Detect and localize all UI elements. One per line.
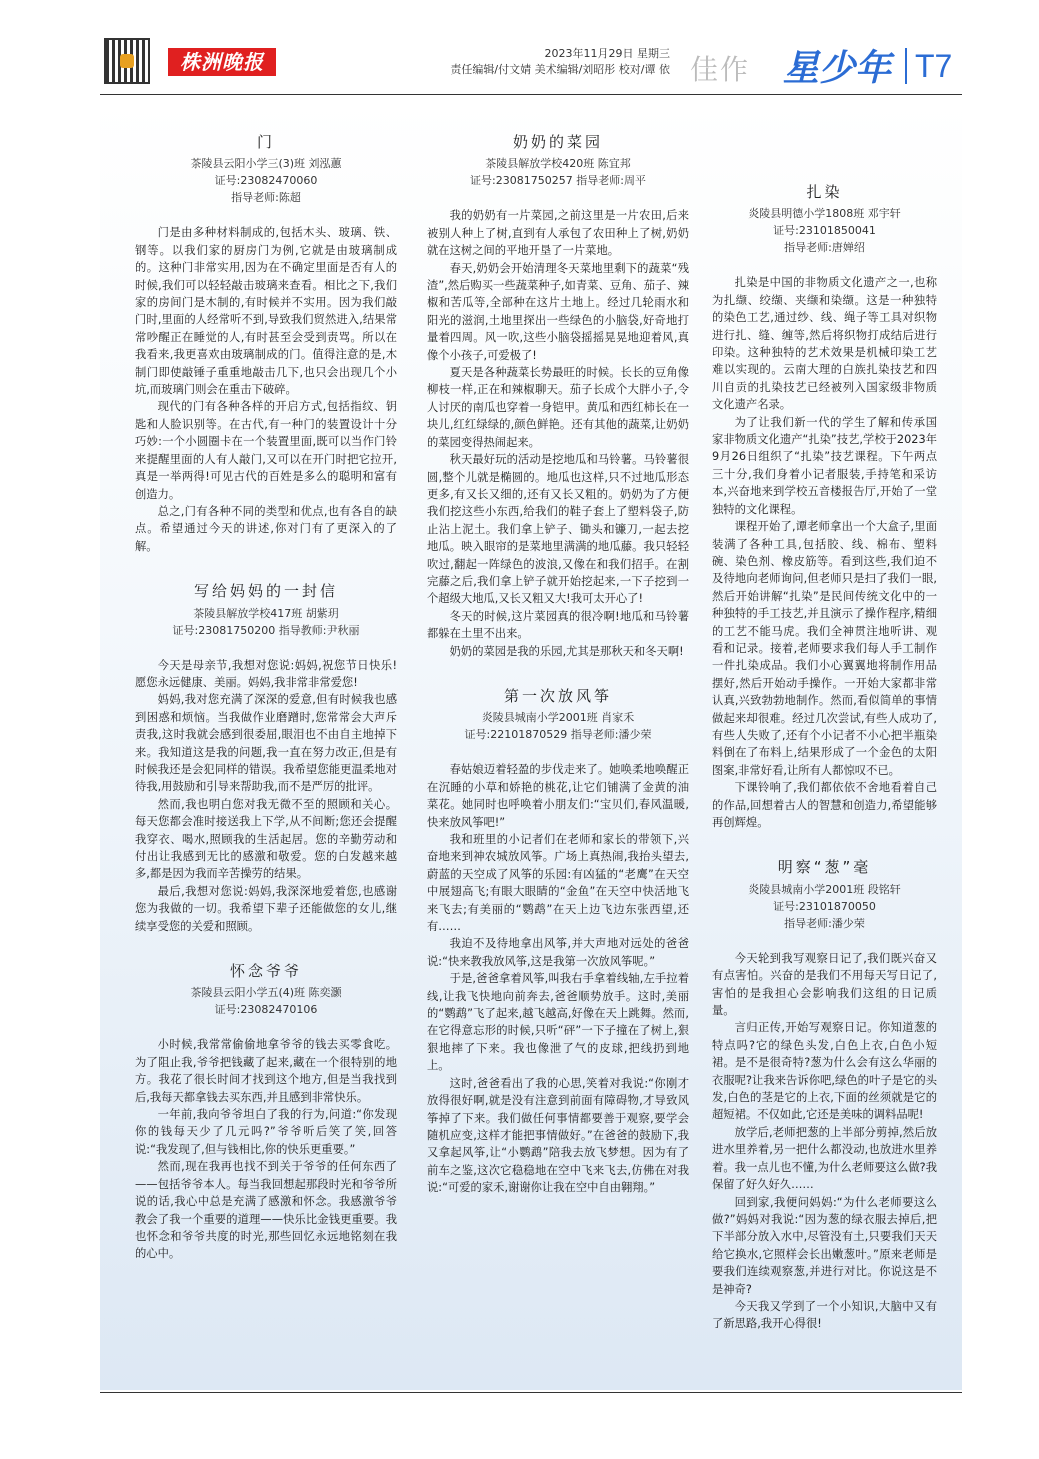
header-divider bbox=[100, 94, 962, 95]
section-label: 佳作 bbox=[690, 53, 751, 86]
article-school: 茶陵县解放学校420班 陈宜邦 bbox=[485, 157, 631, 171]
article-school: 炎陵县城南小学2001班 肖家禾 bbox=[481, 711, 635, 725]
paragraph: 然而,现在我再也找不到关于爷爷的任何东西了——包括爷爷本人。每当我回想起那段时光和爷爷所说的话,我心中总是充满了感激和怀念。我感激爷爷教会了我一个重要的道理——快乐比金钱更重要。我也怀念和爷爷共度的时光,那些回忆永远地铭刻在我的心中。 bbox=[135, 1160, 397, 1261]
paragraph: 我和班里的小记者们在老师和家长的带领下,兴奋地来到神农城放风筝。广场上真热闹,我抬头望去,蔚蓝的天空成了风筝的乐园:有凶猛的“老鹰”在天空中展翅高飞;有眼大眼睛的“金鱼”在天空中快活地飞来飞去;有美丽的“鹦鹉”在天上边飞边东张西望,还有…… bbox=[427, 833, 689, 934]
column-middle bbox=[427, 134, 689, 1197]
article-cert: 证号:22101870529 指导老师:潘少荣 bbox=[464, 728, 652, 742]
paragraph: 放学后,老师把葱的上半部分剪掉,然后放进水里养着,另一把什么都没动,也放进水里养着。我一点儿也不懂,为什么老师要这么做?我保留了好久好久…… bbox=[712, 1125, 937, 1192]
paragraph: 奶奶的菜园是我的乐园,尤其是那秋天和冬天啊! bbox=[449, 644, 684, 658]
paragraph: 今天轮到我写观察日记了,我们既兴奋又有点害怕。兴奋的是我们不用每天写日记了,害怕的是我担心会影响我们这组的日记质量。 bbox=[712, 951, 937, 1018]
editors-line: 责任编辑/付文婧 美术编辑/刘昭彤 校对/谭 依 bbox=[450, 63, 670, 76]
article-teacher: 指导老师:陈超 bbox=[231, 191, 301, 205]
paragraph: 然而,我也明白您对我无微不至的照顾和关心。每天您都会准时接送我上下学,从不间断;您还会提醒我穿衣、喝水,照顾我的生活起居。您的辛勤劳动和付出让我感到无比的感激和敬爱。您的白发越来越多,都是因为我而辛苦操劳的结果。 bbox=[135, 797, 397, 881]
paragraph: 门是由多种材料制成的,包括木头、玻璃、铁、钢等。以我们家的厨房门为例,它就是由玻璃制成的。这种门非常实用,因为在不确定里面是否有人的时候,我们可以轻轻敲击玻璃来查看。相比之下,我们家的房间门是木制的,有时候并不实用。因为我们敲门时,里面的人经常听不到,导致我们贸然进入,结果常常吵醒正在睡觉的人,有时甚至会受到责骂。所以在我看来,我更喜欢由玻璃制成的门。值得注意的是,木制门即使敲锤子重重地敲击几下,也只会出现几个小坑,而玻璃门则会在重击下破碎。 bbox=[135, 226, 397, 397]
paragraph: 回到家,我便问妈妈:“为什么老师要这么做?”妈妈对我说:“因为葱的绿衣服去掉后,把下半部分放入水中,尽管没有土,只要我们天天给它换水,它照样会长出嫩葱叶。”原来老师是要我们连续观察葱,并进行对比。你说这是不是神奇? bbox=[712, 1195, 937, 1296]
article-title: 扎染 bbox=[806, 183, 843, 201]
article-school: 茶陵县云阳小学五(4)班 陈奕灏 bbox=[190, 986, 342, 1000]
article-cert: 证号:23101870050 bbox=[773, 899, 876, 913]
paragraph: 下课铃响了,我们都依依不舍地看着自己的作品,回想着古人的智慧和创造力,希望能够再创辉煌。 bbox=[712, 781, 937, 829]
paragraph: 妈妈,我对您充满了深深的爱意,但有时候我也感到困惑和烦恼。当我做作业磨蹭时,您常常会大声斥责我,这时我就会感到很委屈,眼泪也不由自主地掉下来。我知道这是我的问题,我一直在努力改正,但是有时候我还是会犯同样的错误。我希望您能更温柔地对待我,用鼓励和引导来帮助我,而不是严厉的批评。 bbox=[135, 693, 397, 794]
qr-code[interactable] bbox=[104, 38, 150, 84]
paragraph: 小时候,我常常偷偷地拿爷爷的钱去买零食吃。为了阻止我,爷爷把钱藏了起来,藏在一个很特别的地方。我花了很长时间才找到这个地方,但是当我找到后,我每天都拿钱去买东西,并且感到非常快乐。 bbox=[135, 1038, 397, 1104]
column-left bbox=[135, 134, 397, 1263]
paragraph: 课程开始了,谭老师拿出一个大盒子,里面装满了各种工具,包括胶、线、棉布、塑料碗、染色剂、橡皮筋等。看到这些,我们迫不及待地向老师询问,但老师只是扫了我们一眼,然后开始讲解“扎染”是民间传统文化中的一种独特的手工技艺,并且演示了操作程序,精细的工艺不能马虎。我们全神贯注地听讲、观看和记录。接着,老师要求我们每人手工制作一件扎染成品。我们小心翼翼地将制作用品摆好,然后开始动手操作。一开始大家都非常认真,兴致勃勃地制作。然而,看似简单的事情做起来却很难。经过几次尝试,有些人成功了,有些人失败了,还有个小记者不小心把半瓶染料倒在了布料上,结果形成了一个金色的太阳图案,非常好看,让所有人都惊叹不已。 bbox=[712, 520, 937, 777]
newspaper-logo: 株洲晚报 bbox=[168, 48, 276, 76]
paragraph: 言归正传,开始写观察日记。你知道葱的特点吗?它的绿色头发,白色上衣,白色小短裙。是不是很奇特?葱为什么会有这么华丽的衣服呢?让我来告诉你吧,绿色的叶子是它的头发,白色的茎是它的上衣,下面的丝须就是它的超短裙。不仅如此,它还是美味的调料品呢! bbox=[712, 1021, 937, 1122]
article-school: 炎陵县城南小学2001班 段铭轩 bbox=[748, 882, 901, 896]
article-cert: 证号:23082470106 bbox=[214, 1003, 318, 1017]
paragraph: 这时,爸爸看出了我的心思,笑着对我说:“你刚才放得很好啊,就是没有注意到前面有障碍物,才导致风筝掉了下来。我们做任何事情都要善于观察,要学会随机应变,这样才能把事情做好。”在爸爸的鼓励下,我又拿起风筝,让“小鹦鹉”陪我去放飞梦想。因为有了前车之鉴,这次它稳稳地在空中飞来飞去,仿佛在对我说:“可爱的家禾,谢谢你让我在空中自由翱翔。” bbox=[427, 1076, 689, 1195]
article-school: 炎陵县明德小学1808班 邓宇轩 bbox=[748, 207, 901, 221]
article-school: 茶陵县解放学校417班 胡紫玥 bbox=[193, 606, 339, 620]
page-number: T7 bbox=[905, 48, 952, 84]
article-teacher: 指导老师:唐婵绍 bbox=[784, 241, 865, 255]
paragraph: 最后,我想对您说:妈妈,我深深地爱着您,也感谢您为我做的一切。我希望下辈子还能做您的女儿,继续享受您的关爱和照顾。 bbox=[135, 884, 397, 933]
footer-divider bbox=[100, 1392, 962, 1393]
paragraph: 秋天最好玩的活动是挖地瓜和马铃薯。马铃薯很圆,整个儿就是椭圆的。地瓜也这样,只不过地瓜形态更多,有又长又细的,还有又长又粗的。奶奶为了方便我们挖这些小东西,给我们的鞋子套上了塑料袋子,防止沾上泥土。我们拿上铲子、锄头和镰刀,一起去挖地瓜。映入眼帘的是菜地里满满的地瓜藤。我只轻轻吹过,翻起一阵绿色的波浪,又像在和我们招手。在割完藤之后,我们拿上铲子就开始挖起来,一下子挖到一个超级大地瓜,又长又粗又大!我可太开心了! bbox=[427, 453, 689, 606]
article-title: 门 bbox=[256, 133, 275, 151]
article-cert: 证号:23081750200 指导教师:尹秋丽 bbox=[172, 623, 360, 637]
page-header bbox=[0, 0, 1039, 100]
paragraph: 扎染是中国的非物质文化遗产之一,也称为扎缬、绞缬、夹缬和染缬。这是一种独特的染色工艺,通过纱、线、绳子等工具对织物进行扎、缝、缠等,然后将织物打成结后进行印染。这种独特的艺术效果是机械印染工艺难以实现的。云南大理的白族扎染技艺和四川自贡的扎染技艺已经被列入国家级非物质文化遗产名录。 bbox=[712, 276, 937, 412]
paragraph: 我迫不及待地拿出风筝,并大声地对远处的爸爸说:“快来教我放风筝,这是我第一次放风筝呢。” bbox=[427, 937, 689, 968]
article-title: 写给妈妈的一封信 bbox=[193, 582, 338, 601]
article-title: 怀念爷爷 bbox=[229, 962, 302, 981]
article-cert: 证号:23082470060 bbox=[214, 174, 318, 188]
paragraph: 今天是母亲节,我想对您说:妈妈,祝您节日快乐!愿您永远健康、美丽。妈妈,我非常非常爱您! bbox=[135, 658, 397, 689]
paragraph: 夏天是各种蔬菜长势最旺的时候。长长的豆角像柳枝一样,正在和辣椒聊天。茄子长成个大胖小子,令人讨厌的南瓜也穿着一身铠甲。黄瓜和西红柿长在一块儿,红红绿绿的,颜色鲜艳。还有其他的蔬菜,让奶奶的菜园变得热闹起来。 bbox=[427, 366, 689, 449]
brand-logo bbox=[783, 40, 891, 91]
brand-text: 星少年 bbox=[783, 48, 892, 89]
article-title: 奶奶的菜园 bbox=[512, 133, 603, 151]
paragraph: 我的奶奶有一片菜园,之前这里是一片农田,后来被别人种上了树,直到有人承包了农田种上了树,奶奶就在这树之间的平地开垦了一片菜地。 bbox=[427, 209, 689, 258]
article-teacher: 指导老师:潘少荣 bbox=[784, 916, 865, 930]
paragraph: 春姑娘迈着轻盈的步伐走来了。她唤柔地唤醒正在沉睡的小草和娇艳的桃花,让它们铺满了金黄的油菜花。她同时也呼唤着小朋友们:“宝贝们,春风温暖,快来放风筝吧!” bbox=[427, 763, 689, 829]
paragraph: 春天,奶奶会开始清理冬天菜地里剩下的蔬菜“残渣”,然后购买一些蔬菜种子,如青菜、豆角、茄子、辣椒和苦瓜等,全部种在这片土地上。经过几轮雨水和阳光的滋润,土地里探出一些绿色的小脑袋,好奇地打量着四周。风一吹,这些小脑袋摇摇晃晃地迎着风,真像个小孩子,可爱极了! bbox=[427, 261, 689, 362]
paragraph: 一年前,我向爷爷坦白了我的行为,问道:“你发现你的钱每天少了几元吗?”爷爷听后笑了笑,回答说:“我发现了,但与钱相比,你的快乐更重要。” bbox=[135, 1108, 397, 1156]
article-school: 茶陵县云阳小学三(3)班 刘泓蕙 bbox=[190, 157, 342, 171]
paragraph: 现代的门有各种各样的开启方式,包括指纹、钥匙和人脸识别等。在古代,有一种门的装置设计十分巧妙:一个小圆圈卡在一个装置里面,既可以当作门铃来提醒里面的人有人敲门,又可以在开门时把它拉开,真是一举两得!可见古代的百姓是多么的聪明和富有创造力。 bbox=[135, 400, 397, 501]
paragraph: 冬天的时候,这片菜园真的很冷啊!地瓜和马铃薯都躲在土里不出来。 bbox=[427, 609, 689, 641]
paragraph: 于是,爸爸拿着风筝,叫我右手拿着线轴,左手拉着线,让我飞快地向前奔去,爸爸顺势放手。这时,美丽的“鹦鹉”飞了起来,越飞越高,好像在天上跳舞。然而,在它得意忘形的时候,只听“砰”一下子撞在了树上,狠狠地摔了下来。我也像泄了气的皮球,把线扔到地上。 bbox=[427, 972, 689, 1073]
article-title: 第一次放风筝 bbox=[503, 686, 612, 705]
paragraph: 总之,门有各种不同的类型和优点,也有各自的缺点。希望通过今天的讲述,你对门有了更深入的了解。 bbox=[135, 504, 397, 553]
issue-meta bbox=[440, 46, 670, 78]
article-cert: 证号:23101850041 bbox=[773, 224, 876, 238]
article-title: 明察“葱”毫 bbox=[777, 858, 872, 877]
issue-date: 2023年11月29日 星期三 bbox=[544, 47, 670, 60]
paragraph: 今天我又学到了一个小知识,大脑中又有了新思路,我开心得很! bbox=[712, 1299, 937, 1331]
paragraph: 为了让我们新一代的学生了解和传承国家非物质文化遗产“扎染”技艺,学校于2023年9月26日组织了“扎染”技艺课程。下午两点三十分,我们身着小记者服装,手持笔和采访本,兴奋地来到学校五音楼报告厅,开始了一堂独特的文化课程。 bbox=[712, 415, 937, 516]
article-cert: 证号:23081750257 指导老师:周平 bbox=[470, 174, 646, 188]
column-right bbox=[712, 184, 937, 1333]
